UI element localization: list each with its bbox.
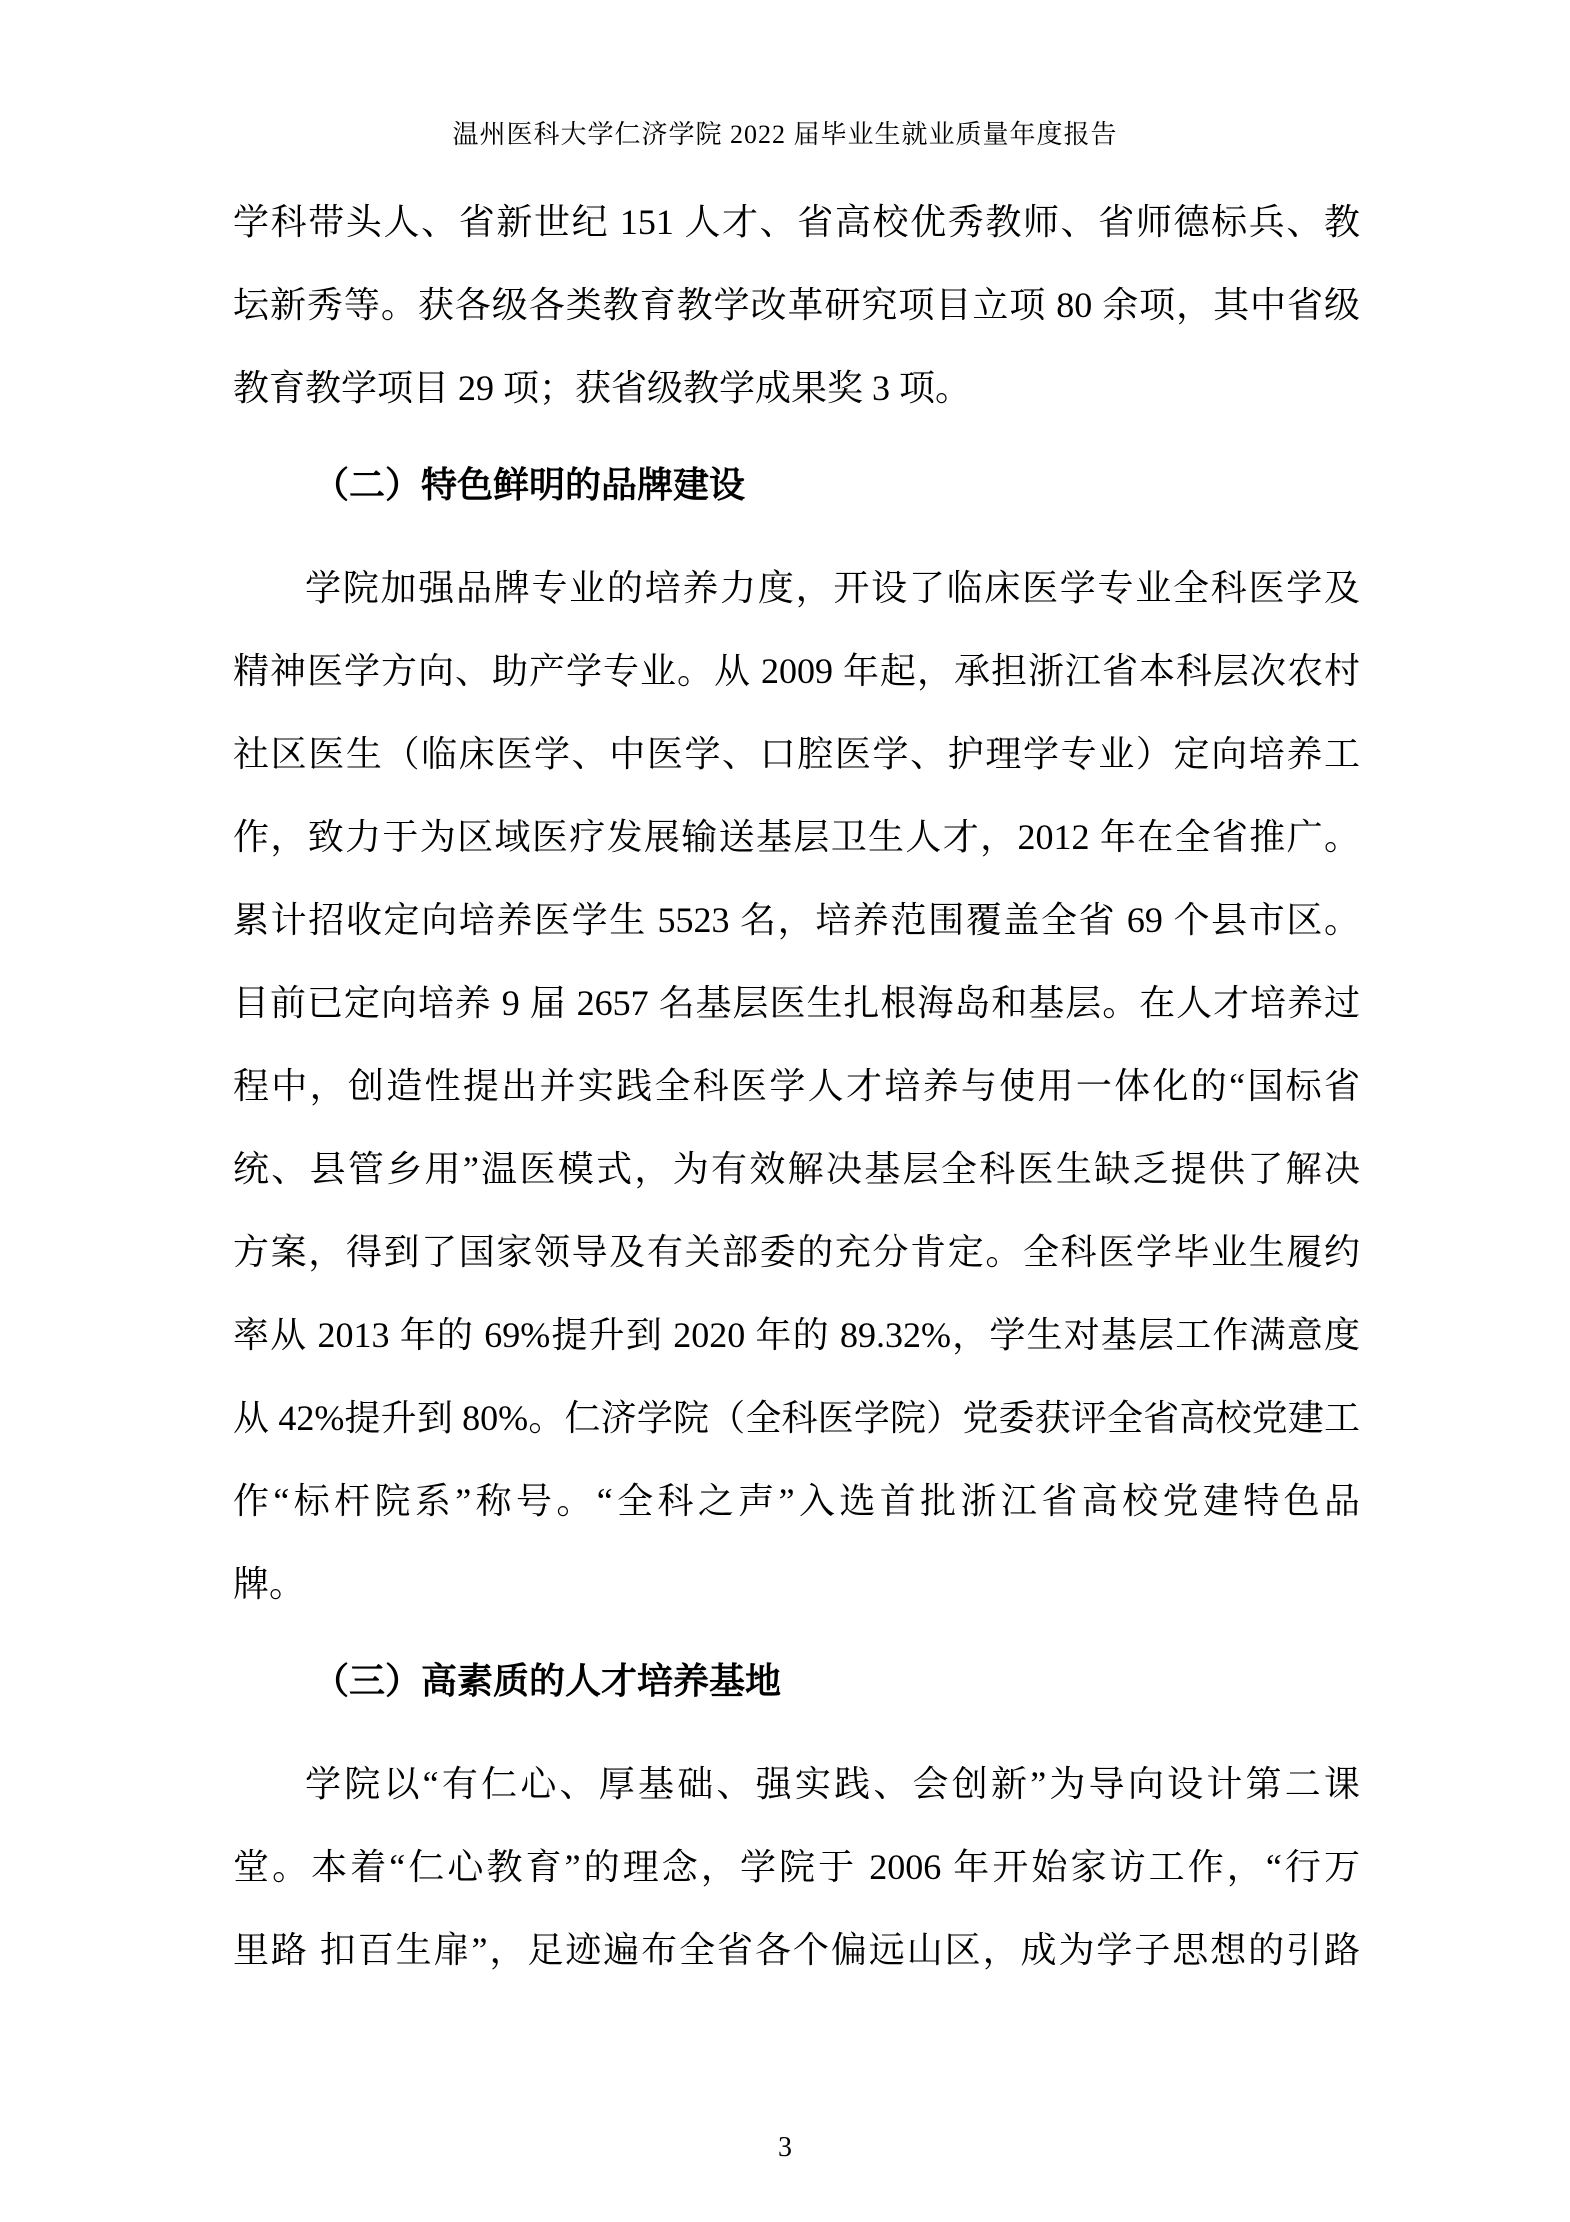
paragraph-line: 学院加强品牌专业的培养力度，开设了临床医学专业全科医学及 (305, 568, 1360, 608)
paragraph-line: 作，致力于为区域医疗发展输送基层卫生人才，2012 年在全省推广。 (233, 817, 1360, 857)
document-body (233, 181, 1360, 1992)
paragraph-line: 堂。本着“仁心教育”的理念，学院于 2006 年开始家访工作，“行万 (233, 1847, 1360, 1887)
paragraph-line: 牌。 (233, 1564, 306, 1604)
section-heading-3: （三）高素质的人才培养基地 (313, 1661, 782, 1701)
paragraph-line: 从 42%提升到 80%。仁济学院（全科医学院）党委获评全省高校党建工 (233, 1398, 1360, 1438)
paragraph-line: 精神医学方向、助产学专业。从 2009 年起，承担浙江省本科层次农村 (233, 651, 1360, 691)
page-number: 3 (778, 2132, 792, 2163)
paragraph-line: 里路 扣百生扉”，足迹遍布全省各个偏远山区，成为学子思想的引路 (233, 1930, 1360, 1970)
paragraph-line: 率从 2013 年的 69%提升到 2020 年的 89.32%，学生对基层工作满意度 (233, 1315, 1360, 1355)
paragraph-line: 学院以“有仁心、厚基础、强实践、会创新”为导向设计第二课 (305, 1764, 1360, 1804)
section-heading-2: （二）特色鲜明的品牌建设 (313, 465, 746, 505)
paragraph-line: 社区医生（临床医学、中医学、口腔医学、护理学专业）定向培养工 (233, 734, 1360, 774)
paragraph-line: 统、县管乡用”温医模式，为有效解决基层全科医生缺乏提供了解决 (233, 1149, 1360, 1189)
page-header-title: 温州医科大学仁济学院 2022 届毕业生就业质量年度报告 (452, 120, 1118, 149)
paragraph-line: 学科带头人、省新世纪 151 人才、省高校优秀教师、省师德标兵、教 (233, 202, 1360, 242)
paragraph-line: 方案，得到了国家领导及有关部委的充分肯定。全科医学毕业生履约 (233, 1232, 1360, 1272)
paragraph-line: 作“标杆院系”称号。“全科之声”入选首批浙江省高校党建特色品 (233, 1481, 1360, 1521)
paragraph-line: 目前已定向培养 9 届 2657 名基层医生扎根海岛和基层。在人才培养过 (233, 983, 1360, 1023)
paragraph-line: 累计招收定向培养医学生 5523 名，培养范围覆盖全省 69 个县市区。 (233, 900, 1360, 940)
paragraph-line: 程中，创造性提出并实践全科医学人才培养与使用一体化的“国标省 (233, 1066, 1360, 1106)
paragraph-line: 教育教学项目 29 项；获省级教学成果奖 3 项。 (233, 368, 972, 408)
paragraph-line: 坛新秀等。获各级各类教育教学改革研究项目立项 80 余项，其中省级 (233, 285, 1360, 325)
